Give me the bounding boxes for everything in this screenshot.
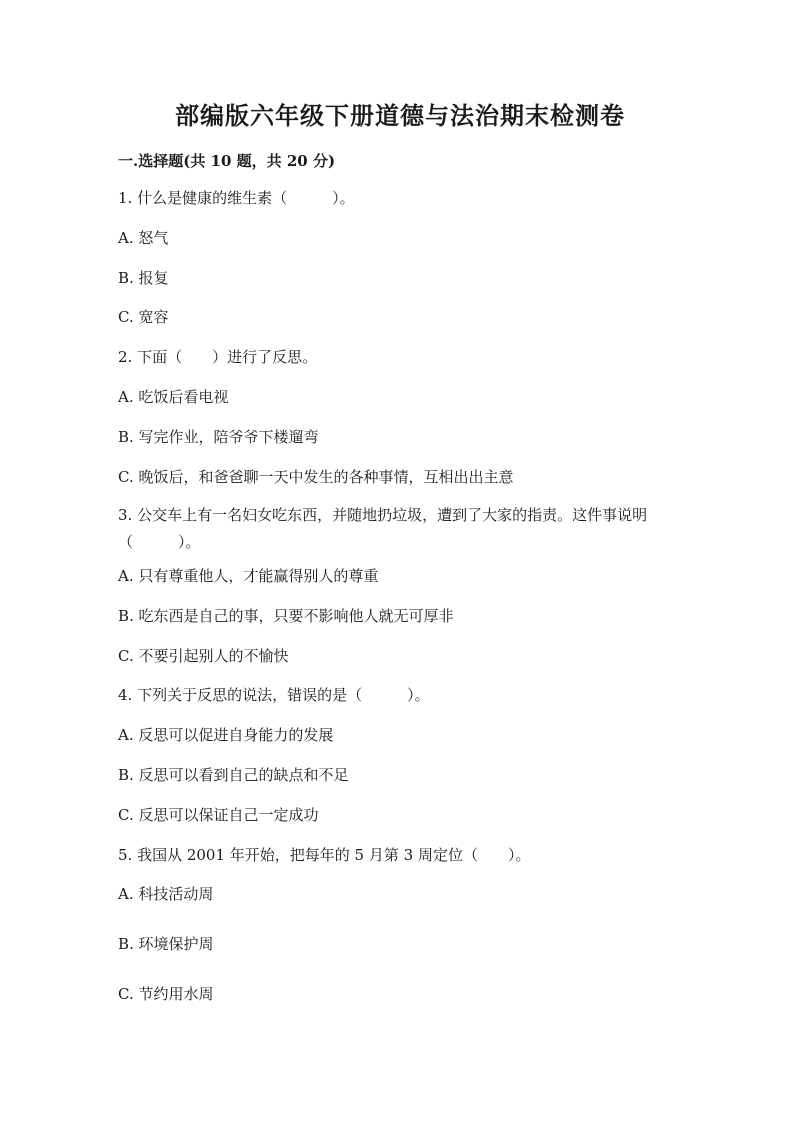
question-1-option-a: A. 怒气 <box>118 229 169 247</box>
question-3-stem: 3. 公交车上有一名妇女吃东西，并随地扔垃圾，遭到了大家的指责。这件事说明（ ）。 <box>118 506 648 551</box>
question-2-stem: 2. 下面（ ）进行了反思。 <box>118 348 318 366</box>
question-5-option-c: C. 节约用水周 <box>118 985 214 1003</box>
question-2-option-a: A. 吃饭后看电视 <box>118 388 229 406</box>
question-3-option-a: A. 只有尊重他人，才能赢得别人的尊重 <box>118 567 379 585</box>
question-3-option-c: C. 不要引起别人的不愉快 <box>118 647 289 665</box>
question-3-option-b: B. 吃东西是自己的事，只要不影响他人就无可厚非 <box>118 607 454 625</box>
question-4-option-c: C. 反思可以保证自己一定成功 <box>118 806 319 824</box>
question-4-option-b: B. 反思可以看到自己的缺点和不足 <box>118 766 349 784</box>
question-5-option-a: A. 科技活动周 <box>118 885 214 903</box>
question-5-option-b: B. 环境保护周 <box>118 935 214 953</box>
question-2-option-b: B. 写完作业，陪爷爷下楼遛弯 <box>118 428 319 446</box>
question-4-option-a: A. 反思可以促进自身能力的发展 <box>118 726 334 744</box>
question-1-option-c: C. 宽容 <box>118 308 169 326</box>
question-2-option-c: C. 晚饭后，和爸爸聊一天中发生的各种事情，互相出出主意 <box>118 468 514 486</box>
question-1-stem: 1. 什么是健康的维生素（ ）。 <box>118 189 355 207</box>
question-1-option-b: B. 报复 <box>118 269 169 287</box>
page-title: 部编版六年级下册道德与法治期末检测卷 <box>175 101 625 130</box>
question-5-stem: 5. 我国从 2001 年开始，把每年的 5 月第 3 周定位（ ）。 <box>118 846 531 864</box>
section-heading: 一.选择题(共 10 题，共 20 分) <box>118 152 336 170</box>
question-4-stem: 4. 下列关于反思的说法，错误的是（ ）。 <box>118 686 430 704</box>
